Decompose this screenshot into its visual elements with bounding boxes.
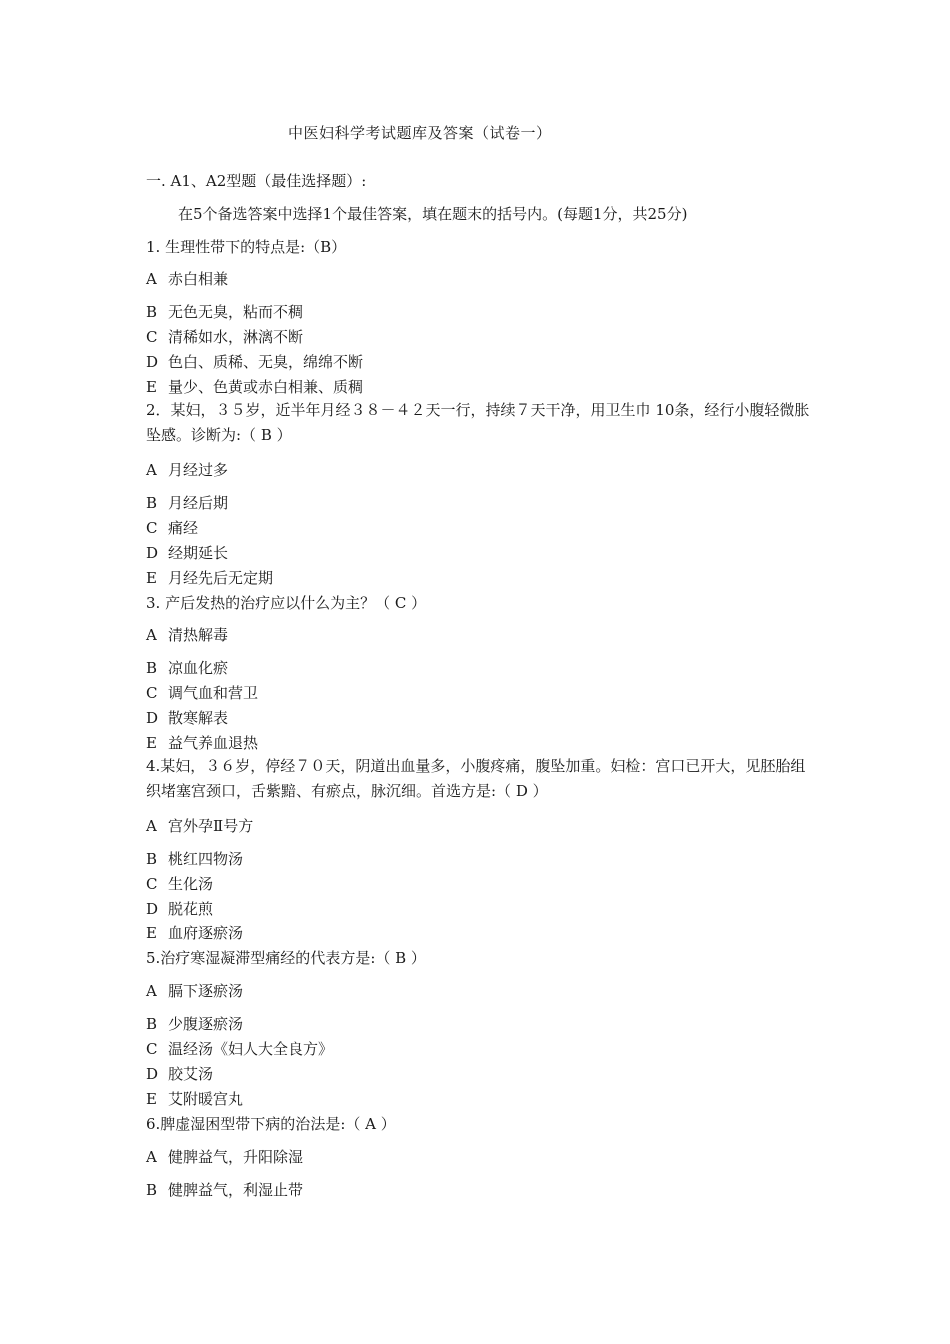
option-text: 清稀如水，淋漓不断 xyxy=(168,328,304,346)
question-stem: 5.治疗寒湿凝滞型痛经的代表方是:（ B ） xyxy=(146,949,426,967)
option xyxy=(146,732,258,753)
option-text: 胶艾汤 xyxy=(168,1065,214,1083)
option xyxy=(146,980,243,1001)
option xyxy=(146,459,228,480)
option xyxy=(146,707,228,728)
option-text: 月经后期 xyxy=(168,494,229,512)
option-text: 无色无臭，粘而不稠 xyxy=(168,303,304,321)
option-letter: D xyxy=(146,709,159,727)
option-letter: A xyxy=(146,270,157,288)
option xyxy=(146,517,198,538)
option xyxy=(146,268,228,289)
option-letter: A xyxy=(146,1148,157,1166)
option xyxy=(146,351,363,372)
option-text: 少腹逐瘀汤 xyxy=(168,1015,244,1033)
option-text: 色白、质稀、无臭，绵绵不断 xyxy=(168,353,364,371)
option-text: 调气血和营卫 xyxy=(168,684,259,702)
option xyxy=(146,898,213,919)
option xyxy=(146,922,243,943)
option xyxy=(146,682,258,703)
option-letter: B xyxy=(146,659,158,677)
option-text: 血府逐瘀汤 xyxy=(168,924,244,942)
option-letter: E xyxy=(146,569,157,587)
option-letter: E xyxy=(146,1090,157,1108)
option xyxy=(146,848,243,869)
option-letter: B xyxy=(146,1181,158,1199)
question-stem: 1. 生理性带下的特点是:（B） xyxy=(146,238,347,256)
option-letter: A xyxy=(146,461,157,479)
option-letter: C xyxy=(146,1040,158,1058)
option-text: 量少、色黄或赤白相兼、质稠 xyxy=(168,378,364,396)
option xyxy=(146,567,273,588)
section-heading: 一. A1、A2型题（最佳选择题）: xyxy=(146,172,367,190)
option-text: 清热解毒 xyxy=(168,626,229,644)
option-text: 健脾益气，升阳除湿 xyxy=(168,1148,304,1166)
option-letter: D xyxy=(146,900,159,918)
option-text: 痛经 xyxy=(168,519,199,537)
option xyxy=(146,1063,213,1084)
option-letter: A xyxy=(146,982,157,1000)
option-text: 健脾益气，利湿止带 xyxy=(168,1181,304,1199)
option-text: 益气养血退热 xyxy=(168,734,259,752)
option-letter: C xyxy=(146,875,158,893)
option-letter: C xyxy=(146,519,158,537)
option xyxy=(146,542,228,563)
option-letter: E xyxy=(146,378,157,396)
option xyxy=(146,1179,303,1200)
option xyxy=(146,492,228,513)
option-text: 凉血化瘀 xyxy=(168,659,229,677)
option xyxy=(146,301,303,322)
option-letter: C xyxy=(146,684,158,702)
option-letter: E xyxy=(146,734,157,752)
option-text: 月经先后无定期 xyxy=(168,569,274,587)
option xyxy=(146,1038,333,1059)
option-text: 散寒解表 xyxy=(168,709,229,727)
option-letter: B xyxy=(146,1015,158,1033)
option-letter: E xyxy=(146,924,157,942)
option-letter: B xyxy=(146,850,158,868)
option-text: 经期延长 xyxy=(168,544,229,562)
option-text: 赤白相兼 xyxy=(168,270,229,288)
option-letter: A xyxy=(146,626,157,644)
option-text: 艾附暖宫丸 xyxy=(168,1090,244,1108)
option xyxy=(146,657,228,678)
option-letter: B xyxy=(146,303,158,321)
option-text: 脱花煎 xyxy=(168,900,214,918)
option-letter: C xyxy=(146,328,158,346)
option xyxy=(146,815,253,836)
option-text: 温经汤《妇人大全良方》 xyxy=(168,1040,334,1058)
question-stem: 4.某妇，３６岁，停经７０天，阴道出血量多，小腹疼痛，腹坠加重。妇检：宫口已开大，见胚胎组织堵塞宫颈口，舌紫黯、有瘀点，脉沉细。首选方是:（ D ） xyxy=(146,757,806,800)
option-text: 月经过多 xyxy=(168,461,229,479)
option xyxy=(146,1013,243,1034)
question-stem: 2．某妇，３５岁，近半年月经３８－４２天一行，持续７天干净，用卫生巾 10条，经行小腹轻微胀坠感。诊断为:（ B ） xyxy=(146,401,810,444)
option-text: 膈下逐瘀汤 xyxy=(168,982,244,1000)
document-title: 中医妇科学考试题库及答案（试卷一） xyxy=(288,124,552,142)
question-stem: 3. 产后发热的治疗应以什么为主？（ C ） xyxy=(146,594,427,612)
option-text: 宫外孕Ⅱ号方 xyxy=(168,817,254,835)
option-letter: B xyxy=(146,494,158,512)
question-stem: 6.脾虚湿困型带下病的治法是:（ A ） xyxy=(146,1115,396,1133)
option xyxy=(146,1088,243,1109)
option xyxy=(146,624,228,645)
option-letter: D xyxy=(146,353,159,371)
option-letter: A xyxy=(146,817,157,835)
option xyxy=(146,873,213,894)
option xyxy=(146,326,303,347)
section-instruction: 在5个备选答案中选择1个最佳答案，填在题末的括号内。(每题1分，共25分) xyxy=(178,205,688,223)
option-text: 桃红四物汤 xyxy=(168,850,244,868)
option-letter: D xyxy=(146,544,159,562)
option-text: 生化汤 xyxy=(168,875,214,893)
option-letter: D xyxy=(146,1065,159,1083)
option xyxy=(146,1146,303,1167)
option xyxy=(146,376,363,397)
